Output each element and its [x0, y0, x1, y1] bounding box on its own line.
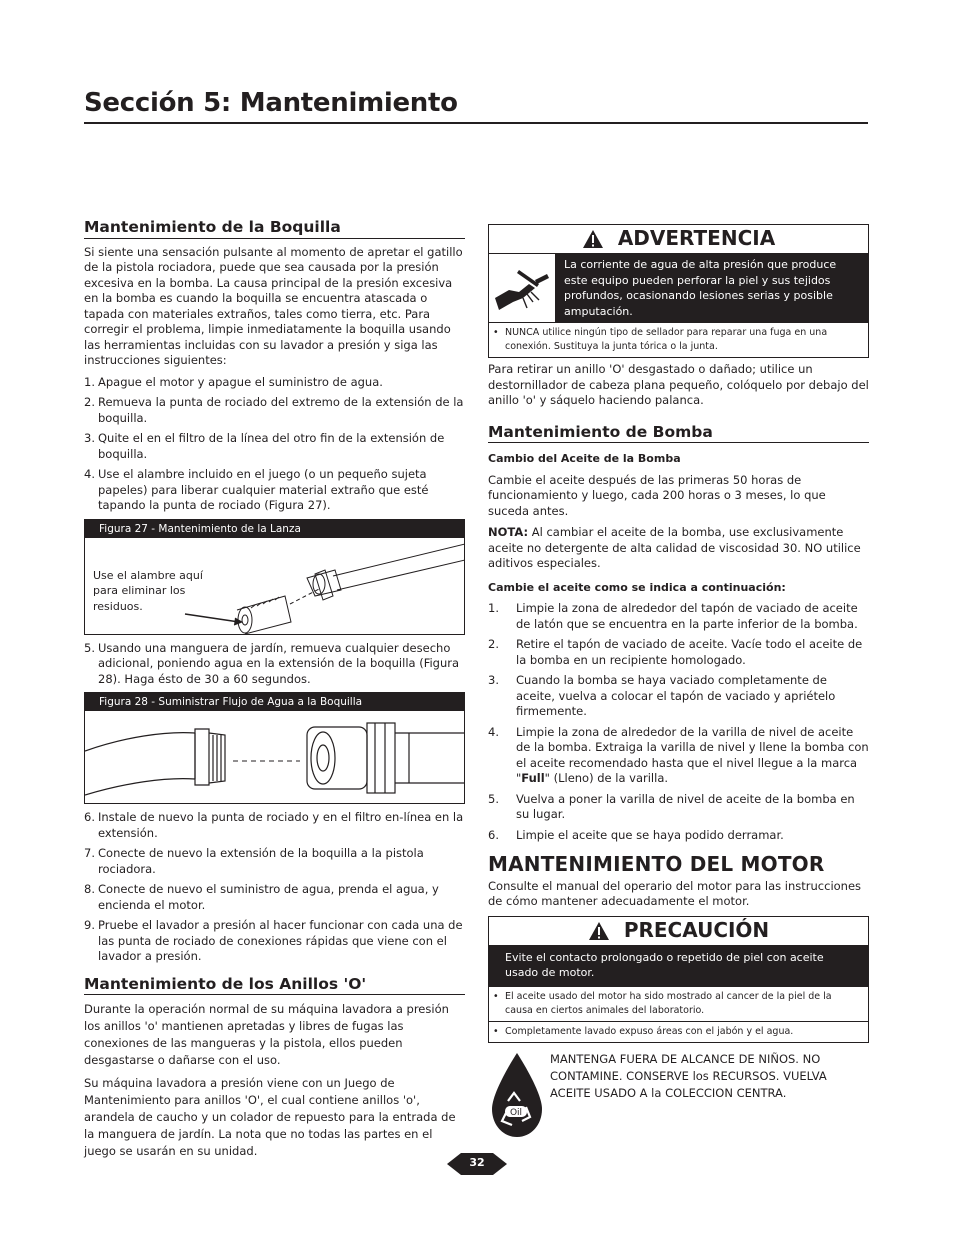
warning-triangle-icon — [582, 229, 604, 249]
oil-label: Oil — [509, 1107, 523, 1118]
figure-27-label: Use el alambre aquí para eliminar los residuos. — [93, 568, 203, 613]
boquilla-intro: Si siente una sensación pulsante al momento de apretar el gatillo de la pistola rociadora, puede que sea causada por la presión excesiva en la bomba. La causa principal de la presión excesiva en la bomba es cuando la boquilla se encuentra atascada o tapada con materiales extraños, tales como tierra, etc. Para corregir el problema, limpie inmediatamente la boquilla usando las herramientas incluidas con su lavador a presión y siga las instrucciones siguientes: — [84, 244, 463, 367]
bomba-steps — [488, 601, 869, 843]
advertencia-header — [489, 225, 868, 254]
list-item: 6. Limpie el aceite que se haya podido derramar. — [488, 827, 784, 842]
list-item: 5. Usando una manguera de jardín, remueva cualquier desecho adicional, poniendo agua en la extensión de la boquilla (Figura 28). Haga ésto de 30 a 60 segundos. — [84, 640, 460, 686]
bomba-subheading: Cambio del Aceite de la Bomba — [488, 452, 681, 465]
left-column — [84, 220, 465, 1166]
boquilla-steps-c — [84, 810, 465, 965]
precaucion-header — [489, 917, 868, 946]
list-item: 1. Apague el motor y apague el suministro de agua. — [84, 374, 383, 389]
warning-triangle-icon — [588, 921, 610, 941]
advertencia-row — [489, 254, 868, 323]
list-item: 3. Cuando la bomba se haya vaciado completamente de aceite, vuelva a colocar el tapón de vaciado y apriételo firmemente. — [488, 673, 836, 718]
list-item: 2. Retire el tapón de vaciado de aceite. Vacíe todo el aceite de la bomba en un recipiente homologado. — [488, 637, 863, 667]
boquilla-steps-a — [84, 375, 465, 514]
precaucion-bullet-1: • El aceite usado del motor ha sido mostrado al cancer de la piel de la causa en ciertos animales del laboratorio. — [493, 990, 832, 1016]
advertencia-title: ADVERTENCIA — [617, 226, 776, 251]
list-item: 9. Pruebe el lavador a presión al hacer funcionar con cada una de las punta de rociado de conexiones rápidas que viene con el lavador a presión. — [84, 918, 463, 963]
precaucion-title: PRECAUCIÓN — [623, 917, 770, 942]
right-column — [488, 224, 869, 1141]
list-item: 4. Limpie la zona de alrededor de la varilla de nivel de aceite de la bomba. Extraiga la varilla de nivel y llene la bomba con el aceite recomendado hasta que el nivel llegue a la marca "Full" (Lleno) de la varilla. — [488, 724, 869, 785]
bomba-nota: NOTA: Al cambiar el aceite de la bomba, use exclusivamente aceite no detergente de alta calidad de viscosidad 30. NO utilice aditivos especiales. — [488, 525, 861, 570]
page-title: Sección 5: Mantenimiento — [84, 88, 458, 118]
hose-connection-drawing — [85, 711, 464, 803]
title-rule — [84, 122, 868, 124]
skin-injection-hazard-icon — [489, 254, 556, 322]
figure-28-caption: Figura 28 - Suministrar Flujo de Agua a la Boquilla — [85, 693, 464, 711]
motor-text: Consulte el manual del operario del motor para las instrucciones de cómo mantener adecuadamente el motor. — [488, 878, 862, 908]
recycle-text: MANTENGA FUERA DE ALCANCE DE NIÑOS. NO CONTAMINE. CONSERVE los RECURSOS. VUELVA ACEITE USADO A la COLECCION CENTRA. — [550, 1051, 827, 1100]
oil-recycle-icon — [488, 1051, 546, 1141]
figure-27-caption: Figura 27 - Mantenimiento de la Lanza — [85, 520, 464, 538]
figure-27 — [84, 519, 465, 635]
list-item: 1. Limpie la zona de alrededor del tapón de vaciado de aceite de latón que se encuentra en la parte inferior de la bomba. — [488, 601, 858, 631]
precaucion-text: Evite el contacto prolongado o repetido de piel con aceite usado de motor. — [489, 946, 868, 987]
advertencia-box — [488, 224, 869, 358]
list-item: 4. Use el alambre incluido en el juego (o un pequeño sujeta papeles) para liberar cualquier material extraño que esté tapando la punta de rociado (Figura 27). — [84, 467, 429, 512]
precaucion-bullet-2: • Completamente lavado expuso áreas con el jabón y el agua. — [489, 1021, 868, 1042]
page-number: 32 — [469, 1156, 485, 1169]
figure-27-illustration — [85, 538, 464, 634]
bomba-paragraph: Cambie el aceite después de las primeras 50 horas de funcionamiento y luego, cada 200 horas o 3 meses, lo que suceda antes. — [488, 472, 826, 518]
bomba-steps-heading: Cambie el aceite como se indica a continuación: — [488, 580, 786, 594]
precaucion-box — [488, 916, 869, 1043]
anillos-paragraph-2: Su máquina lavadora a presión viene con un Juego de Mantenimiento para anillos 'O', el cual contiene anillos 'o', arandela de caucho y un colador de repuesto para la entrada de la manguera de jardín. La nota que no todas las partes en el juego se usarán en su unidad. — [84, 1076, 456, 1158]
figure-28-illustration — [85, 711, 464, 803]
list-item: 8. Conecte de nuevo el suministro de agua, prenda el agua, y encienda el motor. — [84, 882, 439, 912]
list-item: 3. Quite el en el filtro de la línea del otro fin de la extensión de boquilla. — [84, 431, 445, 461]
advertencia-bullet: • NUNCA utilice ningún tipo de sellador para reparar una fuga en una conexión. Sustituya la junta tórica o la junta. — [493, 327, 828, 352]
recycle-notice — [488, 1051, 869, 1141]
figure-28 — [84, 692, 465, 804]
list-item: 6. Instale de nuevo la punta de rociado y en el filtro en-línea en la extensión. — [84, 810, 464, 840]
anillo-removal-text: Para retirar un anillo 'O' desgastado o dañado; utilice un destornillador de cabeza plana pequeño, colóquelo por debajo del anillo 'o' y sáquelo haciendo palanca. — [488, 362, 869, 407]
list-item: 7. Conecte de nuevo la extensión de la boquilla a la pistola rociadora. — [84, 846, 424, 876]
anillos-heading: Mantenimiento de los Anillos 'O' — [84, 977, 465, 996]
anillos-paragraph-1: Durante la operación normal de su máquina lavadora a presión los anillos 'o' mantienen apretadas y libres de fugas las conexiones de las mangueras y la pistola, ellos pueden desgastarse o dañarse con el uso. — [84, 1002, 449, 1067]
nozzle-extension-drawing — [85, 538, 464, 634]
bomba-heading: Mantenimiento de Bomba — [488, 425, 869, 444]
list-item: 2. Remueva la punta de rociado del extremo de la extensión de la boquilla. — [84, 395, 464, 425]
boquilla-heading: Mantenimiento de la Boquilla — [84, 220, 465, 239]
list-item: 5. Vuelva a poner la varilla de nivel de aceite de la bomba en su lugar. — [488, 791, 855, 821]
advertencia-text: La corriente de agua de alta presión que produce este equipo pueden perforar la piel y sus tejidos profundos, ocasionando lesiones serias y posible amputación. — [556, 254, 868, 322]
motor-heading: MANTENIMIENTO DEL MOTOR — [488, 852, 825, 876]
boquilla-steps-b — [84, 641, 465, 688]
page-number-badge — [447, 1153, 507, 1175]
